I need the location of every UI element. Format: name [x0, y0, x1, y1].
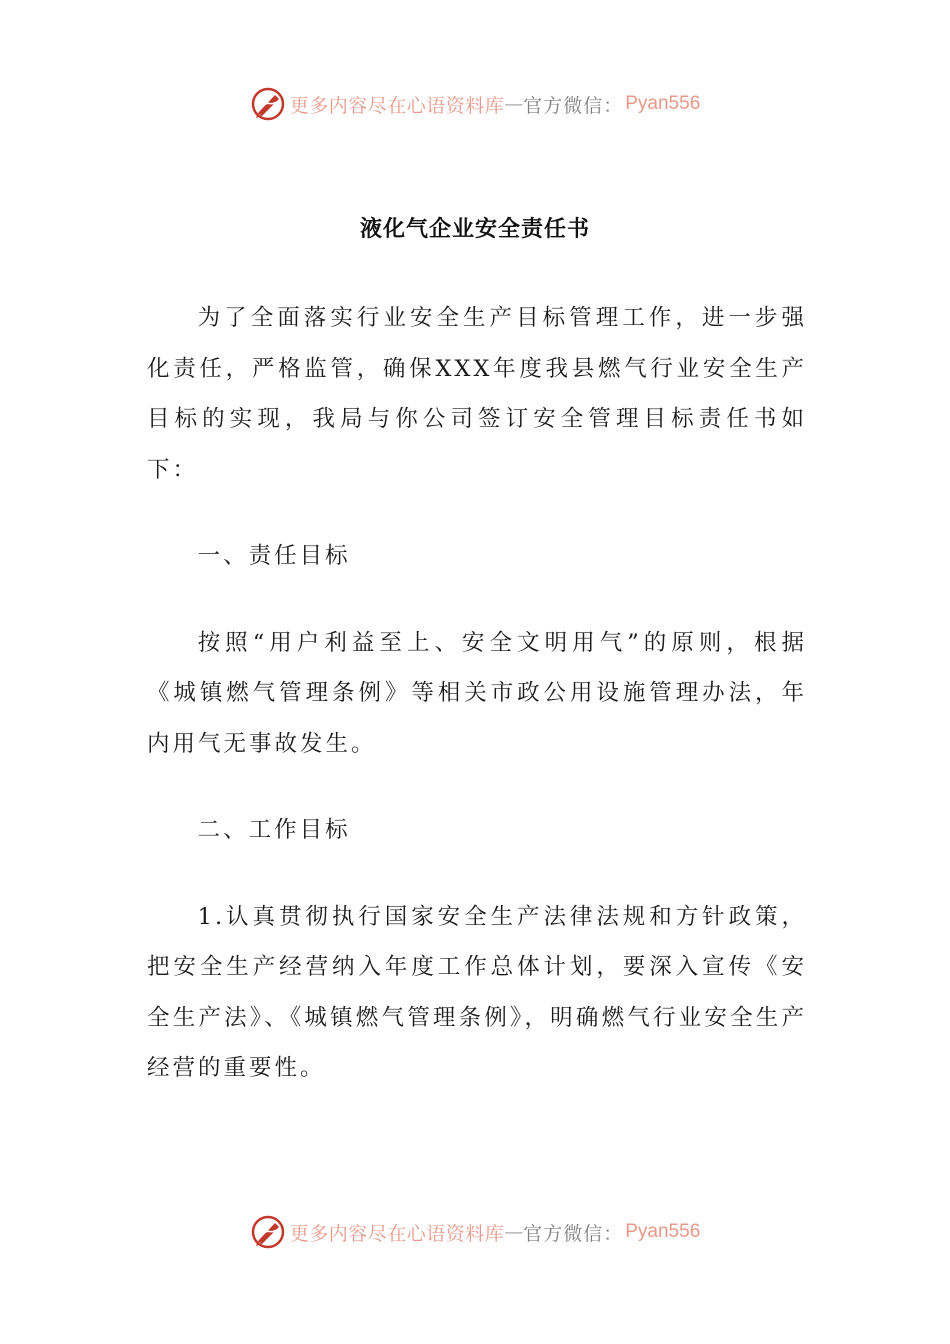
pen-logo-icon [250, 86, 286, 122]
section1-heading: 一、责任目标 [197, 543, 351, 569]
pen-logo-icon [250, 1214, 286, 1250]
banner-wechat-label: 官方微信： [523, 94, 624, 117]
document-title: 液化气企业安全责任书 [359, 216, 590, 242]
section1-paragraph: 按照“用户利益至上、安全文明用气”的原则，根据《城镇燃气管理条例》等相关市政公用设施管理办法，年内用气无事故发生。 [147, 629, 807, 757]
document-body [147, 293, 807, 1094]
banner-wechat-id: Pyan556 [625, 1221, 701, 1242]
banner-dash: — [504, 1221, 524, 1243]
banner-dash: — [504, 93, 524, 115]
header-banner [0, 84, 950, 124]
item1-paragraph: 1.认真贯彻执行国家安全生产法律法规和方针政策，把安全生产经营纳入年度工作总体计划，要深入宣传《安全生产法》、《城镇燃气管理条例》，明确燃气行业安全生产经营的重要性。 [147, 903, 807, 1081]
banner-wechat-label: 官方微信： [523, 1222, 624, 1245]
intro-paragraph: 为了全面落实行业安全生产目标管理工作，进一步强化责任，严格监管，确保XXX年度我县燃气行业安全生产目标的实现，我局与你公司签订安全管理目标责任书如下： [147, 305, 807, 483]
section2-heading: 二、工作目标 [197, 817, 351, 843]
footer-banner [0, 1212, 950, 1252]
banner-site-text: 更多内容尽在心语资料库 [289, 94, 505, 117]
banner-wechat-id: Pyan556 [625, 93, 701, 114]
banner-site-text: 更多内容尽在心语资料库 [289, 1222, 505, 1245]
